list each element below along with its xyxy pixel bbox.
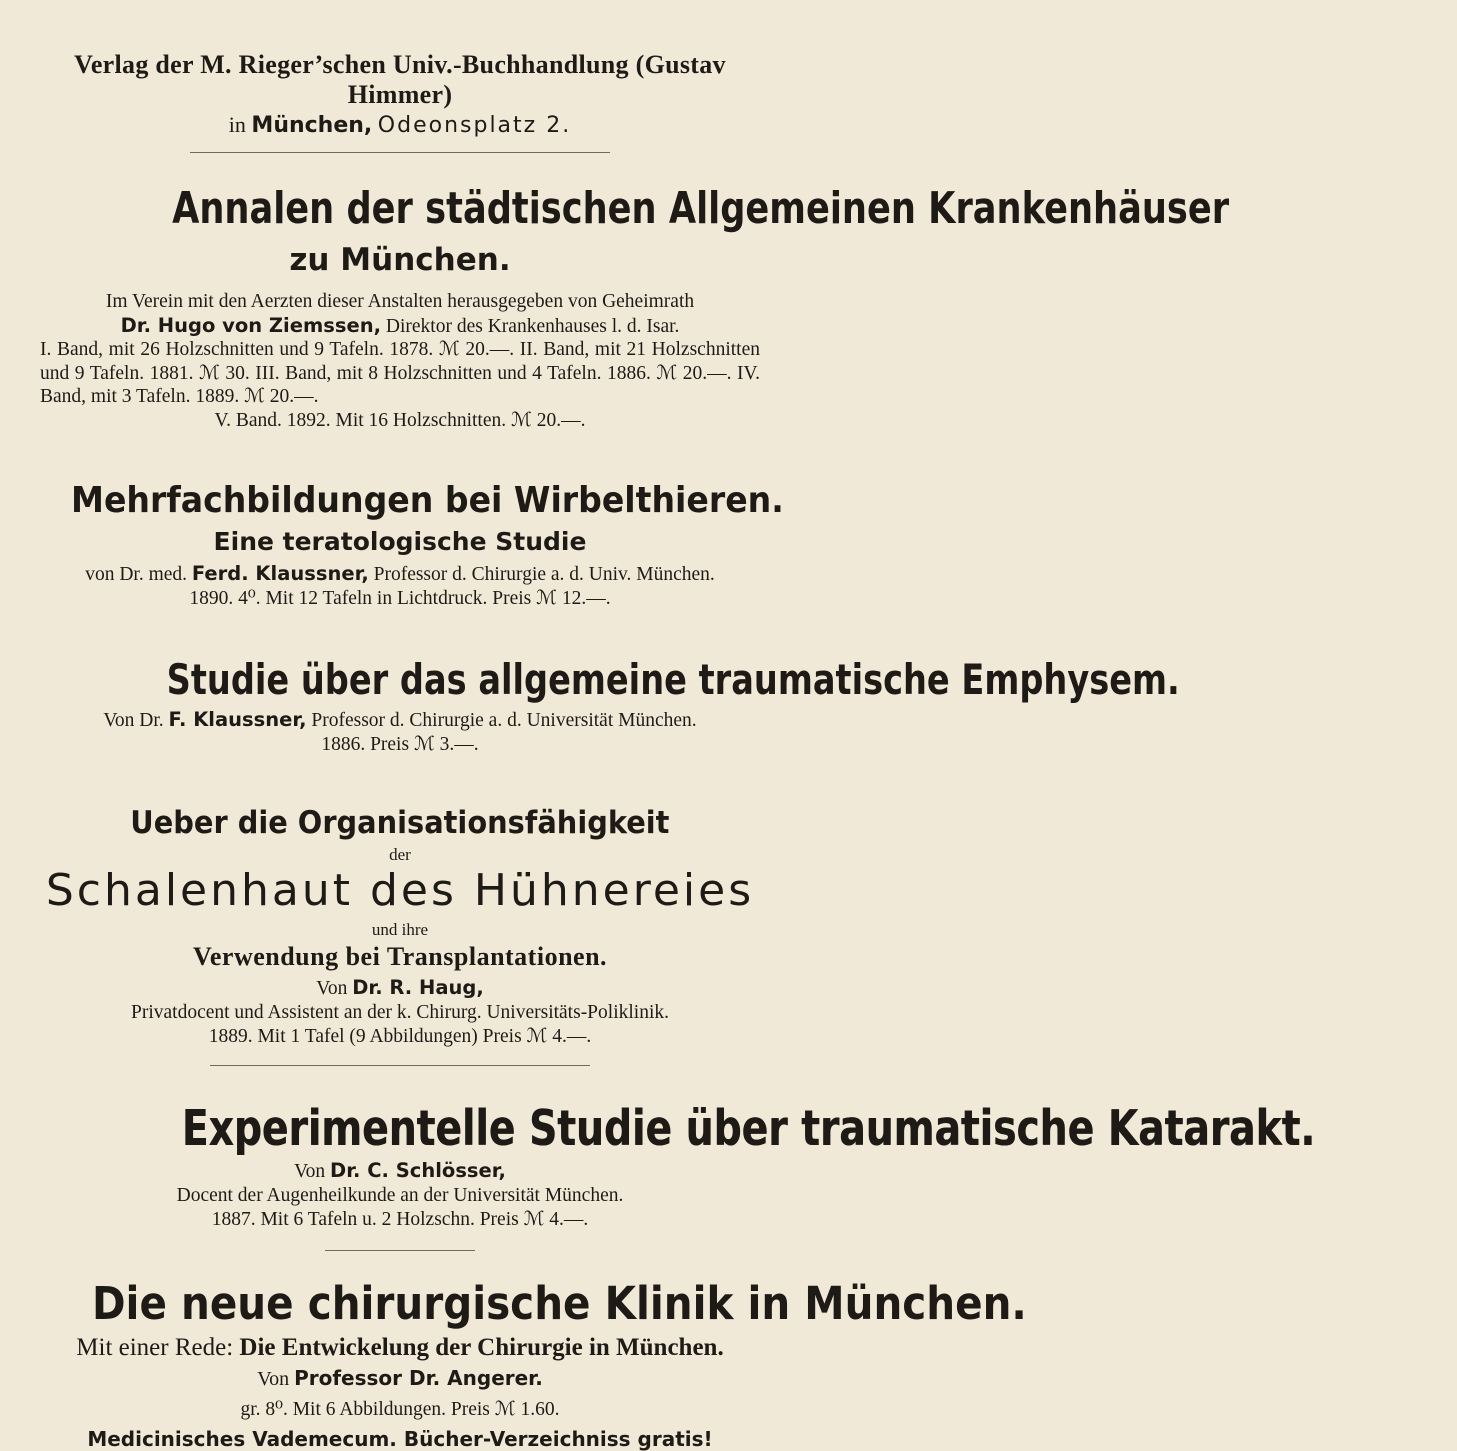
klinik-rede-pre: Mit einer Rede: [76, 1334, 234, 1361]
mehrfach-author: Ferd. Klaussner, [191, 562, 369, 585]
annalen-volumes: I. Band, mit 26 Holzschnitten und 9 Tafeln. 1878. ℳ 20.—. II. Band, mit 21 Holzschnitten und 9 Tafeln. 1881. ℳ 30. III. Band, mit 8 Holzschnitten und 4 Tafeln. 1886. ℳ 20.—. IV. Band, mit 3 Tafeln. 1889. ℳ 20.—. [40, 339, 760, 407]
publisher-address [40, 112, 760, 138]
annalen-subtitle: zu München. [289, 242, 511, 278]
divider-rule [325, 1250, 475, 1251]
katarakt-title: Experimentelle Studie über traumatische Katarakt. [181, 1100, 1316, 1157]
klinik-title: Die neue chirurgische Klinik in München. [91, 1277, 1027, 1330]
klinik-rede-title: Die Entwickelung der Chirurgie in München. [239, 1334, 724, 1361]
entry-mehrfachbildungen [40, 480, 784, 611]
ueber-info: 1889. Mit 1 Tafel (9 Abbildungen) Preis ℳ 4.—. [208, 1026, 592, 1047]
katarakt-author-pre: Von [294, 1161, 326, 1182]
katarakt-author: Dr. C. Schlösser, [330, 1159, 506, 1182]
ueber-position: Privatdocent und Assistent an der k. Chirurg. Universitäts-Poliklinik. [130, 1002, 669, 1023]
ueber-title: Ueber die Organisationsfähigkeit [130, 805, 670, 841]
annalen-volume5: V. Band. 1892. Mit 16 Holzschnitten. ℳ 20.—. [214, 409, 586, 431]
mehrfach-subtitle: Eine teratologische Studie [213, 527, 587, 556]
mehrfach-info: 1890. 4⁰. Mit 12 Tafeln in Lichtdruck. Preis ℳ 12.—. [189, 588, 611, 609]
ueber-und: und ihre [371, 920, 429, 939]
studie1-info: 1886. Preis ℳ 3.—. [321, 734, 479, 755]
divider-rule [210, 1065, 590, 1066]
ueber-big-title: Schalenhaut des Hühnereies [45, 865, 755, 916]
entry-annalen [40, 183, 1230, 432]
klinik-rede [40, 1334, 760, 1362]
publisher-name: Verlag der M. Rieger’schen Univ.-Buchhandlung (Gustav Himmer) [74, 50, 726, 109]
annalen-editor: Dr. Hugo von Ziemssen, [120, 313, 382, 337]
klinik-info: gr. 8⁰. Mit 6 Abbildungen. Preis ℳ 1.60. [240, 1399, 560, 1420]
advertisement-page [0, 50, 1316, 1451]
publisher-header [40, 50, 760, 110]
annalen-title: Annalen der städtischen Allgemeinen Krankenhäuser [172, 183, 1230, 234]
mehrfach-author-pre: von Dr. med. [85, 564, 188, 585]
katarakt-description [40, 1159, 760, 1232]
publisher-city: München, [251, 113, 373, 138]
klinik-von-pre: Von [257, 1368, 290, 1390]
mehrfach-description [40, 562, 760, 611]
studie1-author-post: Professor d. Chirurgie a. d. Universität München. [311, 710, 697, 731]
katarakt-position: Docent der Augenheilkunde an der Universität München. [176, 1185, 624, 1206]
mehrfach-title: Mehrfachbildungen bei Wirbelthieren. [70, 480, 784, 521]
publisher-street: Odeonsplatz 2. [377, 113, 572, 138]
ueber-author-pre: Von [316, 978, 348, 999]
studie1-author-pre: Von Dr. [103, 710, 164, 731]
catalogue-footer: Medicinisches Vademecum. Bücher-Verzeichniss gratis! [87, 1427, 713, 1451]
studie1-description [40, 708, 760, 757]
ueber-description [40, 976, 760, 1049]
mehrfach-author-post: Professor d. Chirurgie a. d. Univ. München. [373, 564, 715, 585]
studie1-author: F. Klaussner, [168, 708, 307, 731]
klinik-author-line [40, 1366, 760, 1391]
ueber-verwendung: Verwendung bei Transplantationen. [192, 942, 608, 971]
entry-chirurgische-klinik [40, 1277, 1027, 1451]
divider-rule [190, 152, 610, 153]
annalen-line1: Im Verein mit den Aerzten dieser Anstalten herausgegeben von Geheimrath [105, 291, 695, 312]
klinik-author: Professor Dr. Angerer. [294, 1366, 543, 1390]
studie1-title: Studie über das allgemeine traumatische Emphysem. [166, 655, 1180, 704]
katarakt-info: 1887. Mit 6 Tafeln u. 2 Holzschn. Preis ℳ 4.—. [211, 1209, 589, 1230]
entry-organisationsfaehigkeit [40, 805, 760, 1066]
annalen-editor-post: Direktor des Krankenhauses l. d. Isar. [385, 315, 680, 337]
entry-katarakt [40, 1100, 1316, 1251]
ueber-der: der [389, 845, 411, 864]
entry-studie-emphysem [40, 655, 1180, 757]
annalen-description [40, 290, 760, 432]
publisher-city-prefix: in [228, 112, 246, 137]
ueber-author: Dr. R. Haug, [352, 976, 484, 999]
